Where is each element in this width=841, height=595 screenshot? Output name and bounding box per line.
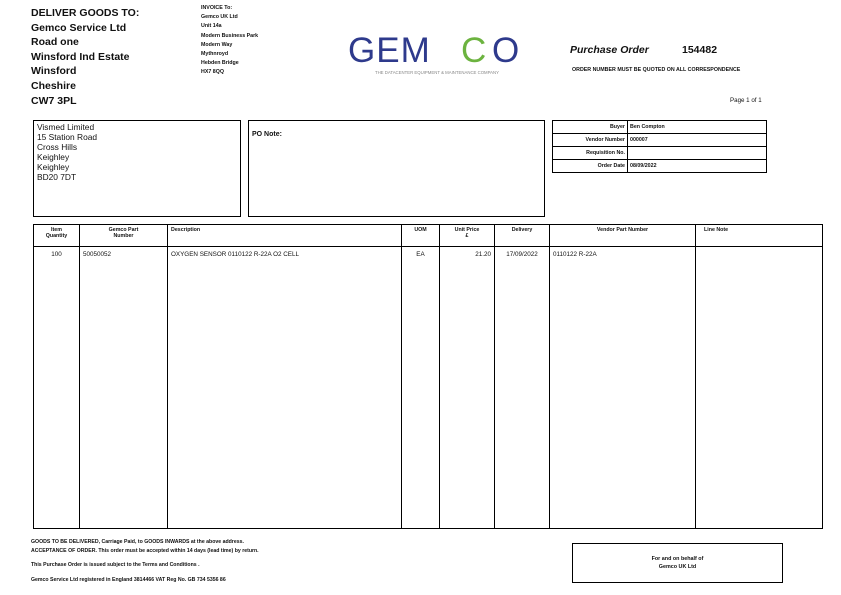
quote-note: ORDER NUMBER MUST BE QUOTED ON ALL CORRESPONDENCE — [572, 67, 741, 73]
col-header-quantity — [34, 225, 80, 247]
invoice-line: Gemco UK Ltd — [201, 14, 238, 21]
logo-text-gem: GEM — [348, 31, 431, 70]
supplier-address-box — [33, 120, 241, 217]
header-text: UOM — [414, 227, 427, 233]
cell-delivery: 17/09/2022 — [495, 247, 550, 529]
cell-vendor-part: 0110122 R-22A — [550, 247, 696, 529]
signature-line: Gemco UK Ltd — [658, 564, 697, 570]
invoice-line: HX7 8QQ — [201, 69, 224, 76]
signature-box — [572, 543, 783, 583]
header-text: Vendor Part Number — [596, 227, 649, 233]
cell-part-number: 50050052 — [80, 247, 168, 529]
header-text: Quantity — [45, 233, 68, 239]
order-lines-table — [33, 224, 823, 529]
supplier-line: BD20 7DT — [37, 171, 77, 182]
meta-key: Vendor Number — [553, 134, 628, 147]
cell-description: OXYGEN SENSOR 0110122 R-22A O2 CELL — [168, 247, 402, 529]
po-note-label: PO Note: — [252, 131, 282, 138]
cell-uom: EA — [402, 247, 440, 529]
header-text: Number — [113, 233, 134, 239]
deliver-line: Gemco Service Ltd — [31, 21, 127, 34]
header-text: Line Note — [704, 227, 729, 233]
supplier-line: Cross Hills — [37, 141, 78, 152]
cell-unit-price: 21.20 — [440, 247, 495, 529]
page-indicator: Page 1 of 1 — [730, 97, 762, 104]
deliver-line: Cheshire — [31, 79, 76, 92]
deliver-heading: DELIVER GOODS TO: — [31, 7, 140, 19]
deliver-to-block — [31, 6, 139, 108]
header-text: Description — [171, 227, 201, 233]
meta-value: 000007 — [628, 134, 767, 147]
col-header-delivery — [495, 225, 550, 247]
meta-row — [553, 121, 767, 134]
logo-text-o: O — [492, 31, 520, 70]
purchase-order-title: Purchase Order — [570, 44, 649, 56]
signature-line: For and on behalf of — [651, 556, 704, 562]
col-header-description — [168, 225, 402, 247]
col-header-uom — [402, 225, 440, 247]
cell-quantity: 100 — [34, 247, 80, 529]
header-text: Gemco Part — [108, 227, 139, 233]
header-text: £ — [465, 233, 469, 239]
meta-row — [553, 147, 767, 160]
col-header-part — [80, 225, 168, 247]
supplier-line: Keighley — [37, 161, 70, 172]
meta-value: Ben Compton — [628, 121, 767, 134]
terms-footer — [31, 539, 259, 583]
header-text: Unit Price — [454, 227, 480, 233]
col-header-line-note — [696, 225, 823, 247]
deliver-line: Winsford Ind Estate — [31, 50, 130, 63]
deliver-line: Winsford — [31, 65, 77, 78]
col-header-unit-price — [440, 225, 495, 247]
invoice-line: Unit 14a — [201, 23, 222, 30]
invoice-heading: INVOICE To: — [201, 5, 233, 11]
invoice-line: Hebden Bridge — [201, 60, 239, 67]
meta-row — [553, 134, 767, 147]
meta-key: Requisition No. — [553, 147, 628, 160]
purchase-order-number: 154482 — [682, 44, 718, 56]
footer-line: ACCEPTANCE OF ORDER. This order must be accepted within 14 days (lead time) by return. — [31, 548, 259, 554]
meta-value: 08/09/2022 — [628, 160, 767, 173]
order-meta-table — [552, 120, 767, 173]
footer-line: GOODS TO BE DELIVERED, Carriage Paid, to GOODS INWARDS at the above address. — [31, 539, 244, 545]
logo-text-c: C — [461, 31, 487, 70]
header-text: Delivery — [511, 227, 533, 233]
cell-line-note — [696, 247, 823, 529]
footer-line: Gemco Service Ltd registered in England 3814466 VAT Reg No. GB 734 5356 86 — [31, 577, 226, 583]
supplier-line: 15 Station Road — [37, 131, 98, 142]
invoice-to-block — [201, 4, 258, 78]
invoice-line: Modern Way — [201, 41, 233, 48]
meta-row — [553, 160, 767, 173]
meta-value — [628, 147, 767, 160]
invoice-line: Mythnroyd — [201, 51, 229, 58]
meta-key: Buyer — [553, 121, 628, 134]
invoice-line: Modern Business Park — [201, 32, 259, 39]
supplier-line: Vismed Limited — [37, 122, 95, 132]
deliver-line: CW7 3PL — [31, 94, 77, 107]
header-text: Item — [51, 227, 62, 233]
table-row — [34, 247, 823, 529]
po-note-box — [248, 120, 545, 217]
meta-key: Order Date — [553, 160, 628, 173]
gemco-logo — [346, 28, 528, 78]
supplier-line: Keighley — [37, 151, 70, 162]
col-header-vendor-part — [550, 225, 696, 247]
deliver-line: Road one — [31, 36, 79, 49]
table-header-row — [34, 225, 823, 247]
footer-line: This Purchase Order is issued subject to the Terms and Conditions . — [31, 562, 200, 568]
logo-tagline: THE DATACENTER EQUIPMENT & MAINTENANCE COMPANY — [374, 70, 500, 75]
